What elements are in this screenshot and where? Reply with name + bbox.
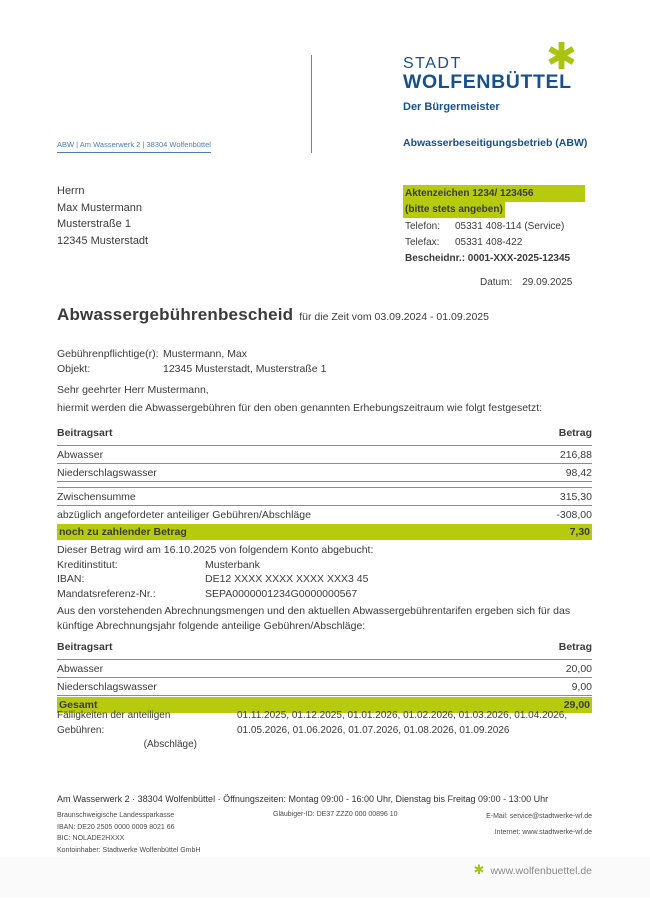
row-label: noch zu zahlender Betrag xyxy=(59,526,187,538)
payer-value: Mustermann, Max xyxy=(163,348,248,360)
title-period: für die Zeit vom 03.09.2024 - 01.09.2025 xyxy=(299,311,489,323)
row-value: 29,00 xyxy=(563,699,590,711)
recipient-line: 12345 Musterstadt xyxy=(57,234,149,247)
asterisk-footer-icon: ✱ xyxy=(473,862,485,877)
table-header xyxy=(57,427,592,446)
footer-email: E-Mail: service@stadtwerke-wf.de xyxy=(486,813,592,820)
footer-address-line: Am Wasserwerk 2 · 38304 Wolfenbüttel · Öffnungszeiten: Montag 09:00 - 16:00 Uhr, Dienstag bis Freitag 09:00 - 13:00 Uhr xyxy=(57,794,549,804)
due-dates-block xyxy=(57,709,567,753)
document-title xyxy=(57,305,489,325)
bank-row xyxy=(57,558,373,573)
row-value: 98,42 xyxy=(565,467,592,479)
salutation: Sehr geehrter Herr Mustermann, xyxy=(57,384,209,396)
row-value: 9,00 xyxy=(571,681,592,693)
table-row xyxy=(57,660,592,678)
mandate-value: SEPA0000001234G0000000567 xyxy=(205,587,358,600)
date-line xyxy=(480,277,572,288)
debit-block xyxy=(57,543,373,601)
forecast-paragraph: Aus den vorstehenden Abrechnungsmengen und den aktuellen Abwassergebührentarifen ergeben sich für das künftige Abrechnungsjahr folgende anteilige Gebühren/Abschläge: xyxy=(57,605,571,632)
row-value: 315,30 xyxy=(559,491,592,503)
table-header xyxy=(57,641,592,660)
fax-value: 05331 408-422 xyxy=(455,237,523,248)
row-label: Niederschlagswasser xyxy=(57,467,157,479)
mayor-title: Der Bürgermeister xyxy=(403,101,500,113)
row-label: Abwasser xyxy=(57,663,104,675)
phone-value: 05331 408-114 (Service) xyxy=(455,221,565,232)
fee-table-forecast xyxy=(57,641,592,713)
footer-bank-line: BIC: NOLADE2HXXX xyxy=(57,835,125,842)
table-row xyxy=(57,488,592,506)
payer-label: Gebührenpflichtige(r): xyxy=(57,348,159,360)
fax-row xyxy=(403,235,595,250)
footer-creditor-id: Gläubiger-ID: DE37 ZZZ0 000 00896 10 xyxy=(273,811,398,818)
row-label: abzüglich angefordeter anteiliger Gebühren/Abschläge xyxy=(57,509,311,521)
mandate-row xyxy=(57,587,373,602)
fax-label: Telefax: xyxy=(405,237,440,248)
footer-website xyxy=(0,862,592,878)
row-label: Gesamt xyxy=(59,699,98,711)
row-label: Zwischensumme xyxy=(57,491,136,503)
column-type: Beitragsart xyxy=(57,427,113,439)
row-label: Abwasser xyxy=(57,449,104,461)
intro-paragraph: hiermit werden die Abwassergebühren für den oben genannten Erhebungszeitraum wie folgt festgesetzt: xyxy=(57,402,543,414)
meta-block xyxy=(57,347,326,376)
object-row xyxy=(57,362,326,377)
row-value: 20,00 xyxy=(565,663,592,675)
due-dates-labels xyxy=(57,709,219,753)
footer-bank-line: Braunschweigische Landessparkasse xyxy=(57,812,175,819)
footer-contact-block xyxy=(430,809,592,841)
bank-label: Kreditinstitut: xyxy=(57,558,118,571)
footer-internet: Internet: www.stadtwerke-wf.de xyxy=(494,829,592,836)
logo-stadt-text: STADT xyxy=(403,55,462,72)
column-amount: Betrag xyxy=(558,641,592,653)
logo-city-text: WOLFENBÜTTEL xyxy=(403,71,572,93)
table-row xyxy=(57,446,592,464)
fee-table-current xyxy=(57,427,592,540)
mandate-label: Mandatsreferenz-Nr.: xyxy=(57,587,156,600)
recipient-address xyxy=(57,183,148,249)
debit-intro: Dieser Betrag wird am 16.10.2025 von folgendem Konto abgebucht: xyxy=(57,544,374,556)
object-label: Objekt: xyxy=(57,362,91,375)
column-type: Beitragsart xyxy=(57,641,113,653)
recipient-line: Musterstraße 1 xyxy=(57,218,131,230)
iban-row xyxy=(57,572,373,587)
aktenzeichen: Aktenzeichen 1234/ 123456 xyxy=(403,185,585,202)
footer-website-url: www.wolfenbuettel.de xyxy=(490,865,592,877)
bank-value: Musterbank xyxy=(205,558,260,571)
column-amount: Betrag xyxy=(558,427,592,439)
footer-bank-line: Kontoinhaber: Stadtwerke Wolfenbüttel GmbH xyxy=(57,846,201,854)
table-row xyxy=(57,464,592,482)
recipient-line: Max Mustermann xyxy=(57,201,142,214)
phone-label: Telefon: xyxy=(405,221,441,232)
table-row xyxy=(57,678,592,696)
due-dates-values xyxy=(237,709,567,753)
address-divider-line xyxy=(311,55,312,153)
phone-row xyxy=(403,219,595,234)
due-sublabel: (Abschläge) xyxy=(143,739,197,750)
row-value: 7,30 xyxy=(569,526,590,538)
title-main: Abwassergebührenbescheid xyxy=(57,305,294,324)
bescheid-number: Bescheidnr.: 0001-XXX-2025-12345 xyxy=(405,253,571,264)
object-value: 12345 Musterstadt, Musterstraße 1 xyxy=(163,362,327,375)
aktenzeichen-note: (bitte stets angeben) xyxy=(403,202,505,218)
department-title: Abwasserbeseitigungsbetrieb (ABW) xyxy=(403,137,588,149)
row-label: Niederschlagswasser xyxy=(57,681,157,693)
payer-row xyxy=(57,347,326,362)
date-label: Datum: xyxy=(480,277,513,288)
due-label: Fälligkeiten der anteiligen Gebühren: xyxy=(57,710,171,736)
asterisk-logo-icon: ✱ xyxy=(546,36,578,77)
iban-label: IBAN: xyxy=(57,573,85,585)
row-value: 216,88 xyxy=(559,449,592,461)
footer-bank-line: IBAN: DE20 2505 0000 0009 8021 66 xyxy=(57,823,175,831)
footer-bank-block xyxy=(57,810,200,856)
sender-return-line: ABW | Am Wasserwerk 2 | 38304 Wolfenbüttel xyxy=(57,140,211,153)
table-row xyxy=(57,506,592,523)
table-row-total xyxy=(57,524,592,540)
row-value: -308,00 xyxy=(556,509,592,521)
date-value: 29.09.2025 xyxy=(522,277,573,288)
recipient-line: Herrn xyxy=(57,185,85,197)
due-dates-line: 01.05.2026, 01.06.2026, 01.07.2026, 01.08.2026, 01.09.2026 xyxy=(237,724,510,736)
due-dates-line: 01.11.2025, 01.12.2025, 01.01.2026, 01.02.2026, 01.03.2026, 01.04.2026, xyxy=(237,710,568,721)
iban-value: DE12 XXXX XXXX XXXX XXX3 45 xyxy=(205,573,369,585)
reference-info-box xyxy=(403,185,595,266)
